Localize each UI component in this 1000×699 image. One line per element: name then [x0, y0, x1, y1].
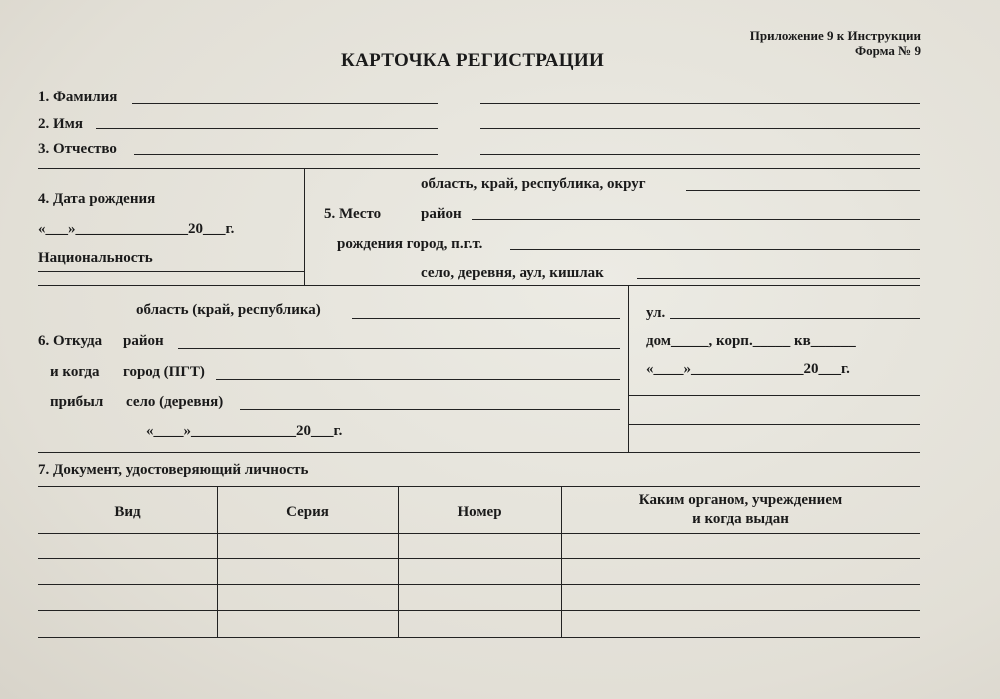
name-field[interactable]: [96, 128, 438, 129]
street-field[interactable]: [670, 318, 920, 319]
from-when-label: и когда: [50, 364, 100, 380]
birthplace-village-label: село, деревня, аул, кишлак: [421, 265, 604, 281]
house-field[interactable]: дом_____, корп._____ кв______: [646, 333, 856, 349]
name-label: 2. Имя: [38, 116, 83, 132]
surname-field[interactable]: [132, 103, 438, 104]
from-district-label: район: [123, 333, 164, 349]
page-title: КАРТОЧКА РЕГИСТРАЦИИ: [341, 50, 605, 71]
surname-extra-field[interactable]: [480, 103, 920, 104]
column-header-issuer: Каким органом, учреждением: [638, 492, 843, 508]
column-divider: [628, 285, 629, 452]
surname-label: 1. Фамилия: [38, 89, 118, 105]
appendix-reference: Приложение 9 к Инструкции: [749, 28, 921, 43]
address-extra-field[interactable]: [628, 424, 920, 425]
column-header-issue-date: и когда выдан: [692, 511, 789, 527]
birth-date-field[interactable]: «___»_______________20___г.: [38, 221, 235, 237]
column-divider: [304, 168, 305, 285]
section-divider: [38, 168, 920, 169]
birthplace-city-field[interactable]: [510, 249, 920, 250]
column-header-type: Вид: [114, 504, 141, 520]
birthplace-region-field[interactable]: [686, 190, 920, 191]
table-row-line[interactable]: [38, 533, 920, 534]
address-extra-field[interactable]: [628, 395, 920, 396]
table-bottom-border: [38, 637, 920, 638]
birthplace-district-field[interactable]: [472, 219, 920, 220]
street-label: ул.: [646, 305, 666, 321]
from-district-field[interactable]: [178, 348, 620, 349]
from-label: 6. Откуда: [38, 333, 103, 349]
patronymic-label: 3. Отчество: [38, 141, 117, 157]
from-village-label: село (деревня): [126, 394, 224, 410]
patronymic-extra-field[interactable]: [480, 154, 920, 155]
table-column-divider: [561, 486, 562, 638]
birthplace-region-label: область, край, республика, округ: [421, 176, 646, 192]
arrived-label: прибыл: [50, 394, 104, 410]
name-extra-field[interactable]: [480, 128, 920, 129]
table-row-line[interactable]: [38, 610, 920, 611]
nationality-label: Национальность: [38, 250, 153, 266]
from-region-field[interactable]: [352, 318, 620, 319]
birthplace-label: 5. Место: [324, 206, 382, 222]
from-city-label: город (ПГТ): [123, 364, 205, 380]
nationality-field[interactable]: [38, 271, 304, 272]
birth-date-label: 4. Дата рождения: [38, 191, 156, 207]
from-village-field[interactable]: [240, 409, 620, 410]
table-row-line[interactable]: [38, 584, 920, 585]
from-city-field[interactable]: [216, 379, 620, 380]
section-divider: [38, 285, 920, 286]
column-header-number: Номер: [457, 504, 502, 520]
address-date-field[interactable]: «____»_______________20___г.: [646, 361, 850, 377]
birthplace-city-label: рождения город, п.г.т.: [337, 236, 483, 252]
section-divider: [38, 452, 920, 453]
form-number: Форма № 9: [854, 43, 921, 58]
from-region-label: область (край, республика): [136, 302, 321, 318]
birthplace-district-label: район: [421, 206, 462, 222]
table-top-border: [38, 486, 920, 487]
document-heading: 7. Документ, удостоверяющий личность: [38, 462, 309, 478]
patronymic-field[interactable]: [134, 154, 438, 155]
column-header-series: Серия: [286, 504, 329, 520]
table-row-line[interactable]: [38, 558, 920, 559]
birthplace-village-field[interactable]: [637, 278, 920, 279]
arrival-date-field[interactable]: «____»______________20___г.: [146, 423, 343, 439]
